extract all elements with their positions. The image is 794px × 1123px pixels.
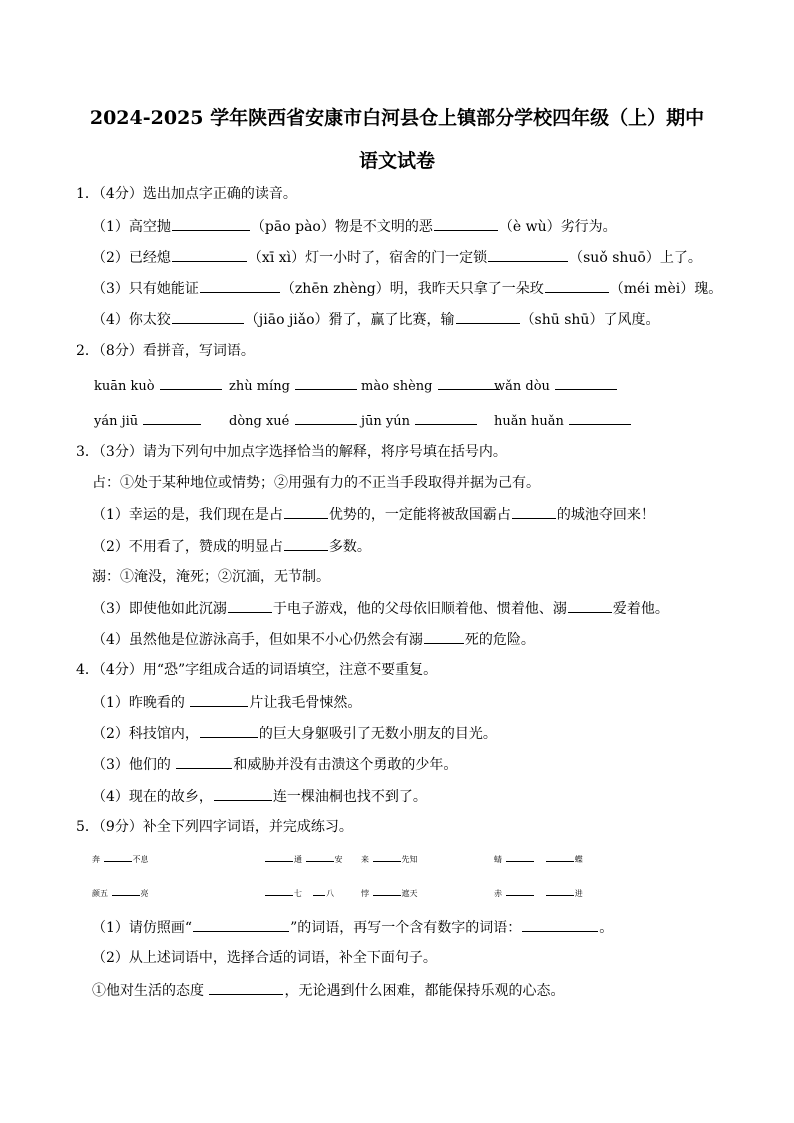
answer-blank[interactable] bbox=[112, 887, 140, 896]
answer-blank[interactable] bbox=[143, 410, 201, 425]
answer-blank[interactable] bbox=[555, 375, 617, 390]
q5-part-2: （2）从上述词语中，选择合适的词语，补全下面句子。 bbox=[92, 950, 437, 966]
idiom-item: 颜五 亮 bbox=[92, 889, 149, 898]
q3-sentence-3: （3）即使他如此沉溺 于电子游戏，他的父母依旧顺着他、惯着他、溺 爱着他。 bbox=[92, 598, 669, 619]
exam-title-line1: 2024-2025 学年陕西省安康市白河县仓上镇部分学校四年级（上）期中 bbox=[89, 107, 705, 129]
answer-blank[interactable] bbox=[295, 375, 357, 390]
idiom-item: 悖 遮天 bbox=[361, 889, 418, 898]
q5-stem: 5．（9分）补全下列四字词语，并完成练习。 bbox=[76, 819, 353, 835]
idiom-item: 蜻 蝶 bbox=[494, 855, 583, 864]
q3-sentence-2: （2）不用看了，赞成的明显占 多数。 bbox=[92, 536, 371, 557]
q3-sentence-1: （1）幸运的是，我们现在是占 优势的，一定能将被敌国霸占 的城池夺回来！ bbox=[92, 504, 655, 525]
q1-item-3: （3）只有她能证 （zhēn zhèng）明，我昨天只拿了一朵玫 （méi mèi）瑰。 bbox=[92, 278, 722, 299]
q4-sentence-2: （2）科技馆内， 的巨大身躯吸引了无数小朋友的目光。 bbox=[92, 723, 497, 744]
answer-blank[interactable] bbox=[434, 216, 498, 231]
answer-blank[interactable] bbox=[295, 410, 357, 425]
q3-stem: 3．（3分）请为下列句中加点字选择恰当的解释，将序号填在括号内。 bbox=[76, 444, 507, 460]
q4-stem: 4．（4分）用“恐”字组成合适的词语填空，注意不要重复。 bbox=[76, 662, 438, 678]
answer-blank[interactable] bbox=[569, 410, 631, 425]
answer-blank[interactable] bbox=[172, 309, 244, 324]
idiom-item: 奔 不息 bbox=[92, 855, 149, 864]
q4-sentence-4: （4）现在的故乡， 连一棵油桐也找不到了。 bbox=[92, 786, 427, 807]
answer-blank[interactable] bbox=[424, 629, 464, 644]
answer-blank[interactable] bbox=[284, 504, 328, 519]
answer-blank[interactable] bbox=[209, 980, 283, 995]
answer-blank[interactable] bbox=[568, 598, 612, 613]
answer-blank[interactable] bbox=[104, 853, 132, 862]
q5-part-2-sentence-1: ①他对生活的态度 ，无论遇到什么困难，都能保持乐观的心态。 bbox=[92, 980, 564, 1001]
answer-blank[interactable] bbox=[200, 278, 280, 293]
q1-item-2: （2）已经熄 （xī xì）灯一小时了，宿舍的门一定锁 （suǒ shuō）上了。 bbox=[92, 247, 702, 268]
pinyin-item: wǎn dòu bbox=[494, 375, 618, 396]
answer-blank[interactable] bbox=[176, 754, 232, 769]
answer-blank[interactable] bbox=[200, 723, 258, 738]
idiom-item: 七 八 bbox=[264, 887, 334, 900]
pinyin-item: dòng xué bbox=[229, 410, 358, 431]
q4-sentence-3: （3）他们的 和威胁并没有击溃这个勇敢的少年。 bbox=[92, 754, 457, 775]
answer-blank[interactable] bbox=[506, 887, 534, 896]
answer-blank[interactable] bbox=[488, 247, 568, 262]
q1-stem: 1．（4分）选出加点字正确的读音。 bbox=[76, 186, 297, 202]
pinyin-item: huǎn huǎn bbox=[494, 410, 632, 431]
answer-blank[interactable] bbox=[313, 887, 325, 896]
pinyin-item: zhù míng bbox=[229, 375, 358, 396]
answer-blank[interactable] bbox=[160, 375, 222, 390]
q5-part-1: （1）请仿照画“ ”的词语，再写一个含有数字的词语： 。 bbox=[92, 917, 613, 938]
idiom-item: 通 安 bbox=[264, 853, 343, 866]
answer-blank[interactable] bbox=[193, 917, 289, 932]
answer-blank[interactable] bbox=[284, 536, 328, 551]
answer-blank[interactable] bbox=[545, 278, 609, 293]
q1-item-1: （1）高空抛 （pāo pào）物是不文明的恶 （è wù）劣行为。 bbox=[92, 216, 617, 237]
answer-blank[interactable] bbox=[228, 598, 272, 613]
q4-sentence-1: （1）昨晚看的 片让我毛骨悚然。 bbox=[92, 692, 361, 713]
answer-blank[interactable] bbox=[306, 853, 334, 862]
q1-item-4: （4）你太狡 （jiāo jiǎo）猾了，赢了比赛，输 （shū shū）了风度。 bbox=[92, 309, 659, 330]
answer-blank[interactable] bbox=[373, 887, 401, 896]
answer-blank[interactable] bbox=[512, 504, 556, 519]
answer-blank[interactable] bbox=[522, 917, 598, 932]
q2-stem: 2．（8分）看拼音，写词语。 bbox=[76, 343, 255, 359]
answer-blank[interactable] bbox=[214, 786, 272, 801]
answer-blank[interactable] bbox=[172, 216, 250, 231]
exam-title-line2: 语文试卷 bbox=[358, 150, 435, 172]
q3-sentence-4: （4）虽然他是位游泳高手，但如果不小心仍然会有溺 死的危险。 bbox=[92, 629, 535, 650]
pinyin-item: jūn yún bbox=[361, 410, 478, 431]
answer-blank[interactable] bbox=[456, 309, 520, 324]
pinyin-item: yán jiū bbox=[94, 410, 202, 431]
answer-blank[interactable] bbox=[546, 887, 574, 896]
answer-blank[interactable] bbox=[265, 887, 293, 896]
pinyin-item: mào shèng bbox=[361, 375, 501, 396]
answer-blank[interactable] bbox=[172, 247, 247, 262]
q3-definition-ni: 溺：①淹没，淹死；②沉湎，无节制。 bbox=[92, 569, 330, 585]
q3-definition-zhan: 占：①处于某种地位或情势；②用强有力的不正当手段取得并据为己有。 bbox=[92, 475, 540, 491]
answer-blank[interactable] bbox=[265, 853, 293, 862]
pinyin-item: kuān kuò bbox=[94, 375, 223, 396]
answer-blank[interactable] bbox=[373, 853, 401, 862]
answer-blank[interactable] bbox=[415, 410, 477, 425]
idiom-item: 来 先知 bbox=[361, 855, 418, 864]
answer-blank[interactable] bbox=[190, 692, 248, 707]
idiom-item: 赤 进 bbox=[494, 889, 583, 898]
answer-blank[interactable] bbox=[546, 853, 574, 862]
answer-blank[interactable] bbox=[506, 853, 534, 862]
answer-blank[interactable] bbox=[438, 375, 500, 390]
